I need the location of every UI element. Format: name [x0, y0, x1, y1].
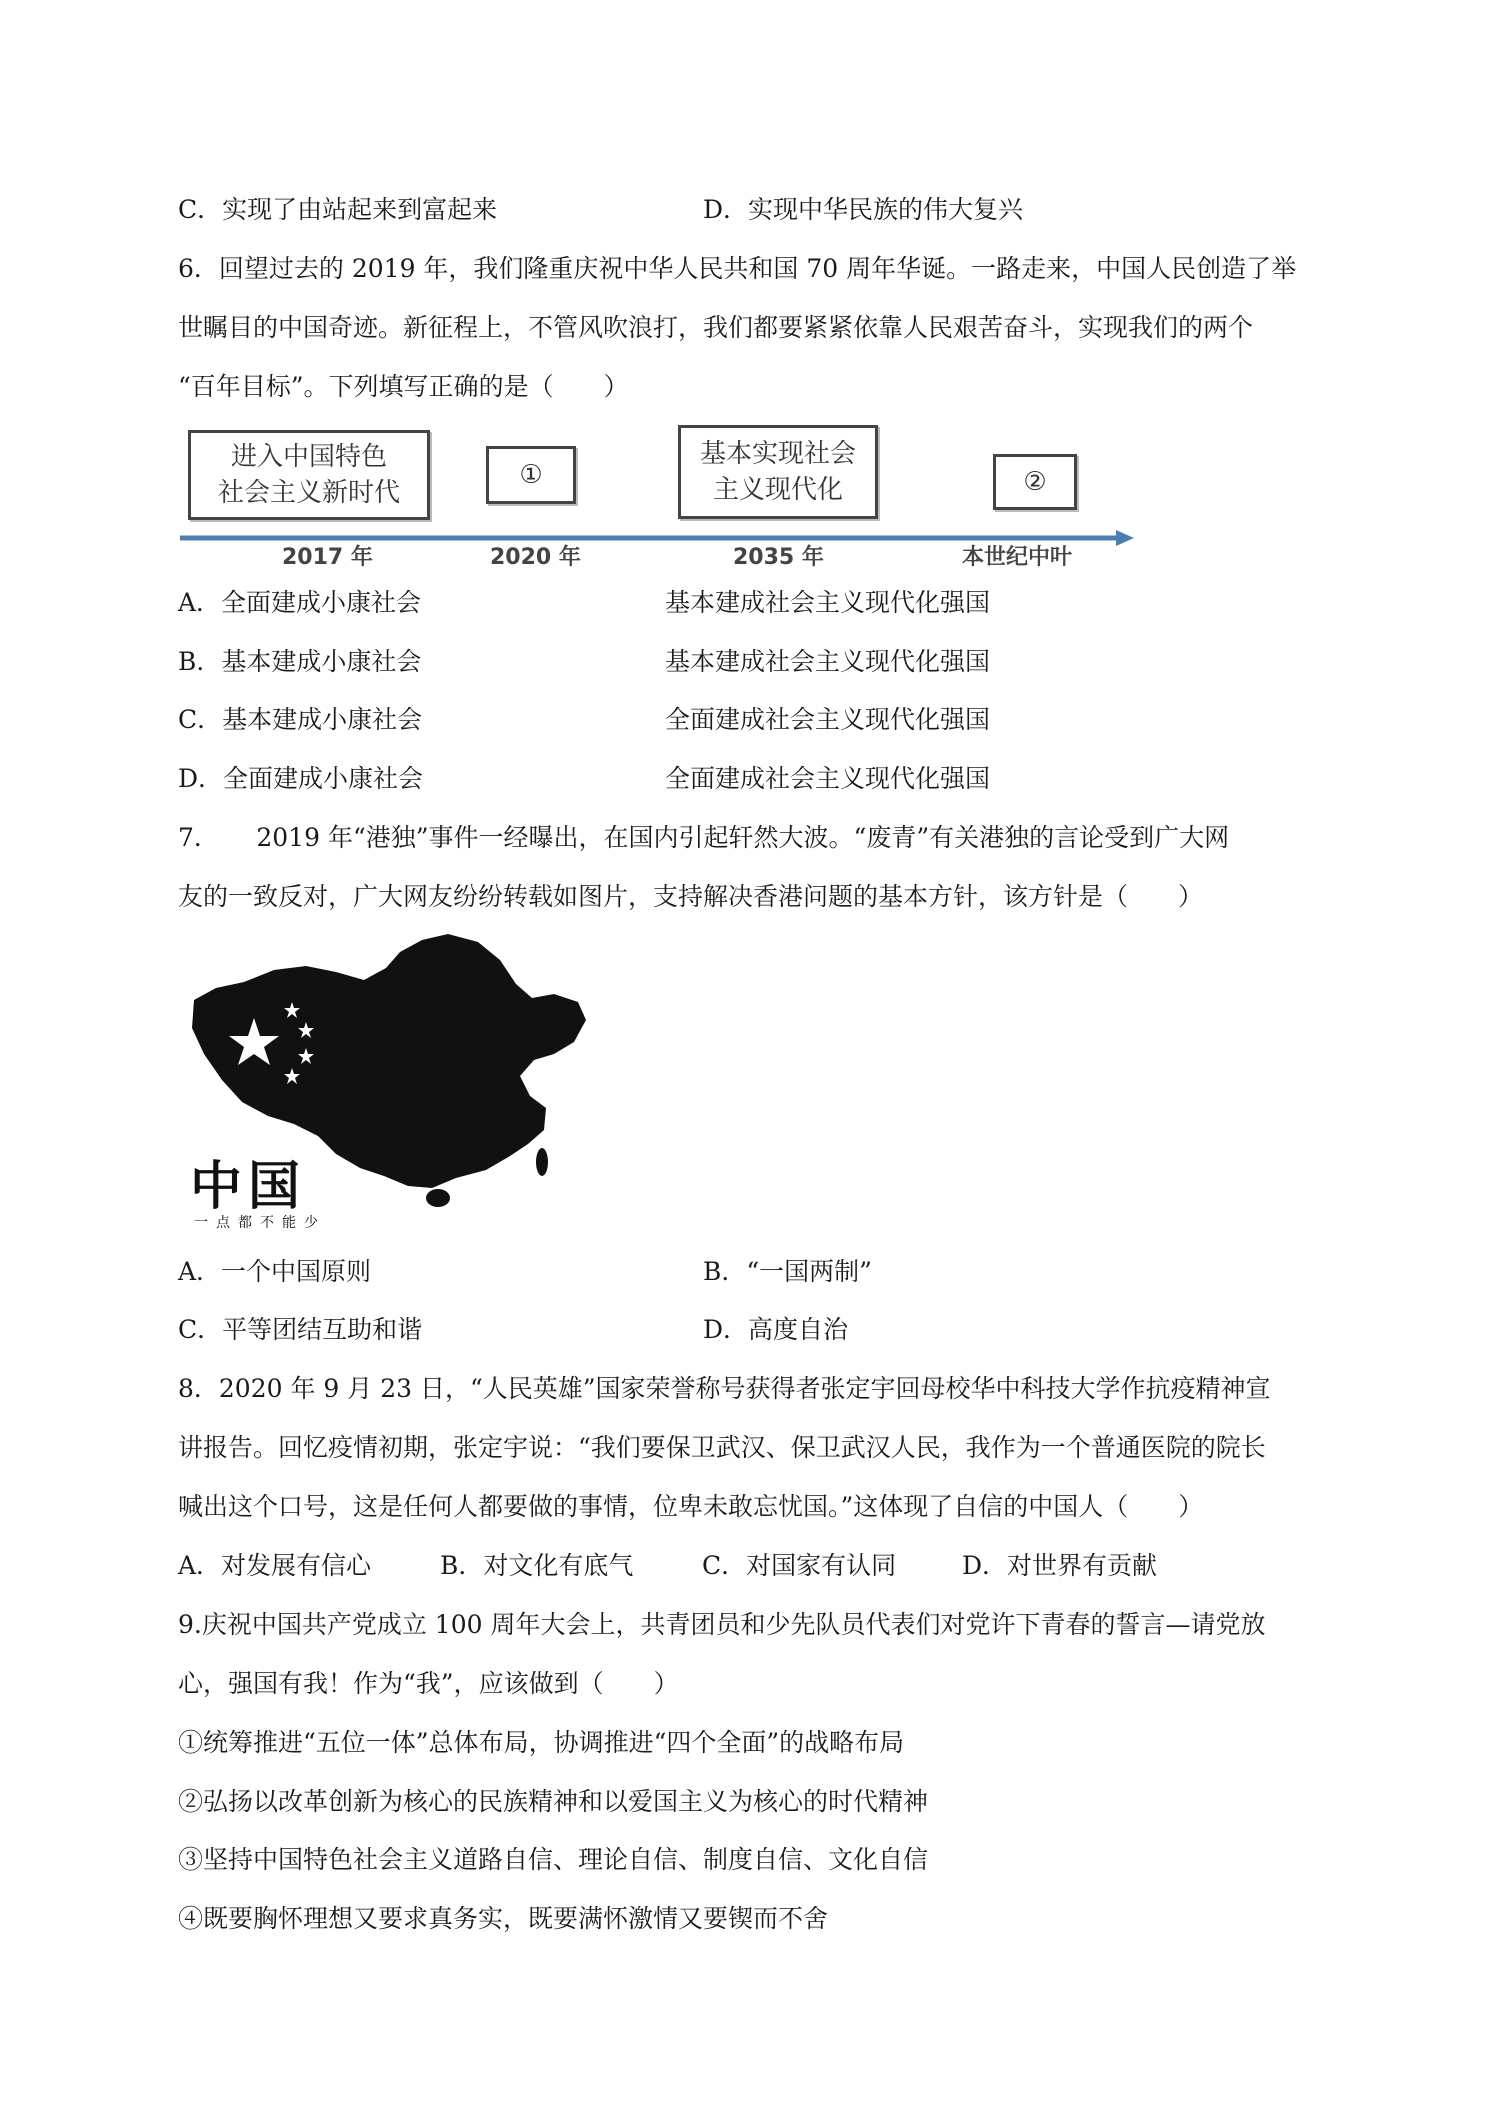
q6-option-b — [178, 645, 991, 679]
q8-stem-line1: 8．2020 年 9 月 23 日，“人民英雄”国家荣誉称号获得者张定宇回母校华中科技大学作抗疫精神宣 — [178, 1374, 1271, 1403]
q6-option-c-part2: 全面建成社会主义现代化强国 — [665, 705, 991, 734]
q6-option-a — [178, 586, 991, 620]
q8-option-d: D．对世界有贡献 — [962, 1551, 1158, 1580]
q7-option-a: A．一个中国原则 — [178, 1257, 372, 1286]
q6-stem-line3: “百年目标”。下列填写正确的是（ ） — [178, 372, 629, 401]
q6-option-d-part2: 全面建成社会主义现代化强国 — [665, 764, 991, 793]
q6-option-c — [178, 703, 991, 737]
q8-option-b: B．对文化有底气 — [440, 1551, 634, 1580]
hainan-shape — [426, 1189, 450, 1207]
q8-option-c: C．对国家有认同 — [702, 1551, 897, 1580]
q6-option-d — [178, 762, 991, 796]
timeline-box-2020 — [486, 446, 576, 504]
taiwan-shape — [536, 1148, 548, 1176]
q8-option-a: A．对发展有信心 — [178, 1551, 372, 1580]
q7-stem-line2: 友的一致反对，广大网友纷纷转载如图片，支持解决香港问题的基本方针，该方针是（ ） — [178, 882, 1204, 911]
timeline-blank-1: ① — [519, 460, 543, 490]
q6-stem-line2: 世瞩目的中国奇迹。新征程上，不管风吹浪打，我们都要紧紧依靠人民艰苦奋斗，实现我们的两个 — [178, 313, 1254, 342]
q8-stem-line3: 喊出这个口号，这是任何人都要做的事情，位卑未敢忘忧国。”这体现了自信的中国人（ ） — [178, 1492, 1204, 1521]
timeline-box-2017-line2: 社会主义新时代 — [217, 478, 400, 508]
timeline-box-midcentury — [993, 454, 1077, 510]
q9-item-2: ②弘扬以改革创新为核心的民族精神和以爱国主义为核心的时代精神 — [178, 1787, 929, 1816]
timeline-box-2017 — [188, 430, 430, 520]
timeline-box-2017-line1: 进入中国特色 — [230, 442, 387, 472]
q6-option-c-part1: C．基本建成小康社会 — [178, 705, 423, 734]
timeline-blank-2: ② — [1023, 467, 1047, 497]
q7-option-c: C．平等团结互助和谐 — [178, 1315, 423, 1344]
q5-option-d: D．实现中华民族的伟大复兴 — [703, 195, 1024, 224]
timeline-box-2035 — [678, 425, 878, 519]
q9-item-4: ④既要胸怀理想又要求真务实，既要满怀激情又要锲而不舍 — [178, 1904, 829, 1933]
q6-option-d-part1: D．全面建成小康社会 — [178, 764, 424, 793]
q6-stem-line1: 6．回望过去的 2019 年，我们隆重庆祝中华人民共和国 70 周年华诞。一路走来，中国人民创造了举 — [178, 254, 1297, 283]
q9-stem-line1: 9.庆祝中国共产党成立 100 周年大会上，共青团员和少先队员代表们对党许下青春的誓言—请党放 — [178, 1610, 1266, 1639]
q6-option-a-part2: 基本建成社会主义现代化强国 — [665, 588, 991, 617]
timeline-tick-2035: 2035 年 — [733, 545, 824, 570]
map-caption: 中国 — [190, 1156, 307, 1217]
q7-stem-line1: 7． 2019 年“港独”事件一经曝出，在国内引起轩然大波。“废青”有关港独的言论受到广大网 — [178, 823, 1230, 852]
q9-stem-line2: 心，强国有我！作为“我”，应该做到（ ） — [178, 1669, 679, 1698]
map-subcaption: 一点都不能少 — [194, 1215, 326, 1231]
timeline-tick-2017: 2017 年 — [282, 545, 373, 570]
china-map-image — [186, 930, 596, 1230]
timeline-box-2035-line1: 基本实现社会 — [699, 439, 856, 469]
q8-stem-line2: 讲报告。回忆疫情初期，张定宇说：“我们要保卫武汉、保卫武汉人民，我作为一个普通医院的院长 — [178, 1433, 1266, 1462]
q9-item-1: ①统筹推进“五位一体”总体布局，协调推进“四个全面”的战略布局 — [178, 1728, 905, 1757]
q6-option-a-part1: A．全面建成小康社会 — [178, 588, 422, 617]
q5-option-c: C．实现了由站起来到富起来 — [178, 195, 498, 224]
q7-option-b: B．“一国两制” — [703, 1257, 872, 1286]
q6-option-b-part1: B．基本建成小康社会 — [178, 647, 422, 676]
timeline-arrowhead — [1116, 530, 1134, 546]
timeline-box-2035-line2: 主义现代化 — [712, 475, 843, 505]
q7-option-d: D．高度自治 — [703, 1315, 849, 1344]
q6-option-b-part2: 基本建成社会主义现代化强国 — [665, 647, 991, 676]
q9-item-3: ③坚持中国特色社会主义道路自信、理论自信、制度自信、文化自信 — [178, 1845, 929, 1874]
timeline-tick-midcentury: 本世纪中叶 — [962, 545, 1073, 570]
timeline-tick-2020: 2020 年 — [490, 545, 581, 570]
